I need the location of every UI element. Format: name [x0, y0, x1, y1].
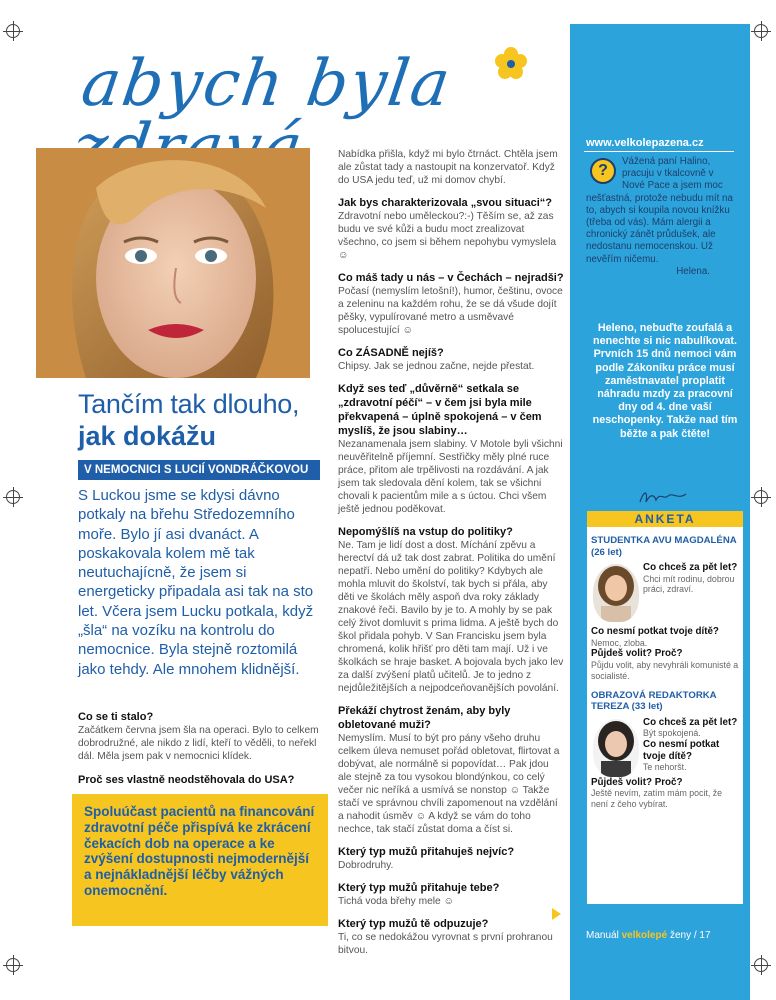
question: Proč ses vlastně neodstěhovala do USA?: [78, 774, 295, 786]
highlight-box: Spoluúčast pacientů na financování zdravotní péče přispívá ke zkrácení čekacích dob na operace a ke zvýšení dostupnosti nejmodernější a nejnákladnější léčby vážných onemocnění.: [72, 794, 328, 926]
answer: Nabídka přišla, když mi bylo čtrnáct. Chtěla jsem ale zůstat tady a nastoupit na konzervatoř. Když do USA jedu teď, už mi domov chybí.: [338, 149, 558, 186]
question: Co máš tady u nás – v Čechách – nejradši?: [338, 272, 564, 284]
survey-answer: Nemoc, zloba.: [591, 637, 648, 648]
left-interview: [78, 710, 328, 787]
letter-text: Vážená paní Halino, pracuju v tkalcovně v Nové Pace a jsem moc nešťastná, protože nebudu mít na to, abych si koupila novou knížku (třeba od vás). Mám alergii a chronický zánět průdušek, ale nedostanu nemocenskou. Už nevěřím ničemu.: [586, 156, 733, 265]
footer-prefix: Manuál: [586, 930, 622, 941]
registration-mark: [754, 490, 768, 504]
footer-brand: velkolepé: [621, 930, 668, 941]
answer: Dobrodruhy.: [338, 860, 394, 871]
registration-mark: [6, 490, 20, 504]
question: Když ses teď „důvěrně“ setkala se „zdravotní péčí“ – v čem jsi byla mile překvapená – úplně spokojená – v čem myslíš, že jsou slabiny…: [338, 383, 542, 437]
survey-question: Co chceš za pět let?: [643, 716, 738, 728]
answer: Počasí (nemyslím letošní!), humor, češtinu, ovoce a zeleninu na každém rohu, že se dá všude dojít pěšky, vypulírované metro a usměvavé spolucestující ☺: [338, 286, 563, 336]
page-headline: [77, 47, 638, 142]
reader-letter: [586, 156, 738, 278]
question: Nepomýšlíš na vstup do politiky?: [338, 526, 513, 538]
headline-text: abych byla: [77, 47, 457, 121]
expert-answer: Heleno, nebuďte zoufalá a nenechte si nic nabulíkovat. Prvních 15 dnů nemoci vám podle Zákoníku práce musí zaměstnavatel proplatit náhradu mzdy za pracovní dny od 4. dne vaší neschopenky. Takže nad tím běžte a pak čtěte!: [592, 322, 738, 440]
signature-scribble: [638, 488, 688, 506]
question: Co se ti stalo?: [78, 711, 154, 723]
middle-interview: [338, 148, 564, 966]
question: Který typ mužů tě odpuzuje?: [338, 918, 489, 930]
survey-answer: Ještě nevím, zatím mám pocit, že není z čeho vybírat.: [591, 788, 723, 810]
survey-question: Půjdeš volit? Proč?: [591, 776, 683, 788]
respondent-photo: [593, 719, 639, 777]
question: Jak bys charakterizovala „svou situaci“?: [338, 197, 552, 209]
question: Překáží chytrost ženám, aby byly obletované muži?: [338, 705, 511, 731]
letter-signature: Helena.: [676, 265, 710, 277]
question: Co ZÁSADNĚ nejíš?: [338, 347, 444, 359]
question: Který typ mužů přitahuje tebe?: [338, 882, 500, 894]
survey-question: Co nesmí potkat tvoje dítě?: [591, 626, 719, 638]
survey-answer: Chci mít rodinu, dobrou práci, zdraví.: [643, 573, 735, 595]
registration-mark: [6, 24, 20, 38]
answer: Ti, co se nedokážou vyrovnat s první prohranou bitvou.: [338, 932, 553, 956]
byline-bar: V NEMOCNICI S LUCIÍ VONDRÁČKOVOU: [78, 460, 320, 480]
survey-answer: Být spokojená.: [643, 728, 701, 739]
answer: Začátkem června jsem šla na operaci. Bylo to celkem dobrodružné, ale nikdo z lidí, kteří to věděli, to neřekl dál. Měla jsem pak v nemocnici klídek.: [78, 725, 319, 762]
respondent-block: [587, 713, 743, 777]
survey-answer: Půjdu volit, aby nevyhráli komunisté a socialisté.: [591, 659, 739, 681]
question-icon: ?: [590, 158, 616, 184]
respondent-name: STUDENTKA AVU MAGDALÉNA (26 let): [591, 535, 737, 558]
answer: Ne. Tam je lidí dost a dost. Míchání zpěvu a herectví dá už tak dost zabrat. Politika do umění nepatří. Nebo umění do politiky? Kdybych ale mohla mluvit do školství, tak bych si přála, aby děti ve školách měly aspoň dva roky základy znakové řeči. Bavilo by je to. A mohly by se pak celý život domluvit s prima lidma. A ještě bych do škol přidala pohyb. V San Francisku jsem byla chromená, kolik hřišť pro děti tam mají. Už i ve školkách se hraje basket. A bojovala bych jako lev za další zvýšení platů učitelů. Je to jedno z nejdůležitějších a nejpodceňovanějších povolání.: [338, 540, 564, 694]
survey-question: Co chceš za pět let?: [643, 562, 738, 574]
answer: Zdravotní nebo uměleckou?:-) Těším se, až zas budu ve své kůži a budu moct zrealizovat všechno, co jsem si během nepohybu vymyslela ☺: [338, 211, 557, 261]
respondent-name: OBRAZOVÁ REDAKTORKA TEREZA (33 let): [591, 689, 717, 713]
article-title: [78, 388, 318, 452]
question: Který typ mužů přitahuješ nejvíc?: [338, 846, 515, 858]
continue-arrow-icon: [552, 908, 561, 920]
registration-mark: [754, 958, 768, 972]
website-link[interactable]: www.velkolepazena.cz: [584, 134, 734, 152]
survey-title: ANKETA: [587, 511, 743, 527]
title-line-2: jak dokážu: [78, 421, 217, 451]
respondent-photo: [593, 564, 639, 622]
footer-page-number: ženy / 17: [667, 930, 711, 941]
survey-question: Půjdeš volit? Proč?: [591, 648, 683, 660]
portrait-photo: [36, 148, 310, 378]
page-footer: [586, 930, 736, 942]
title-line-1: Tančím tak dlouho,: [78, 389, 300, 419]
registration-mark: [754, 24, 768, 38]
registration-mark: [6, 958, 20, 972]
survey-answer: Te nehoršt.: [643, 762, 687, 773]
answer: Nezanamenala jsem slabiny. V Motole byli všichni neuvěřitelně příjemní. Sestřičky měly plné ruce práce, přitom ale trpělivosti na rozdávání. A jak jsem tak sledovala dění kolem, tak se všichni chovali k pacientům mile a s úctou. Chci všem ještě jednou poděkovat.: [338, 439, 563, 515]
survey-box: [586, 510, 744, 905]
intro-paragraph: S Luckou jsme se kdysi dávno potkaly na břehu Středozemního moře. Bylo jí asi dvanáct. A poskakovala kolem mě tak neutuchajícně, že jsem si energeticky připadala asi tak na sto let. Včera jsem Lucku potkala, když „šla“ na vozíku na kontrolu do nemocnice. Byla stejně roztomilá jako tehdy. Ale mnohem klidnější.: [78, 487, 314, 678]
answer: Tichá voda břehy mele ☺: [338, 896, 454, 907]
respondent-block: [587, 558, 743, 622]
answer: Nemyslím. Musí to být pro pány všeho druhu celkem úleva nemuset pořád obletovat, flirtovat a dobývat, ale normálně si popovídat… Pak jdou ale stejně za tou vysokou blondýnkou, co celý večer nic neříká a usmívá se nonstop ☺ Takže stačí ve správnou chvíli zapomenout na vzdělání a nahodit úsměv ☺ A když se vám do toho nechce, tak stačí zůstat doma a číst si.: [338, 733, 560, 835]
answer: Chipsy. Jak se jednou začne, nejde přestat.: [338, 361, 535, 372]
survey-question: Co nesmí potkat tvoje dítě?: [643, 739, 720, 762]
